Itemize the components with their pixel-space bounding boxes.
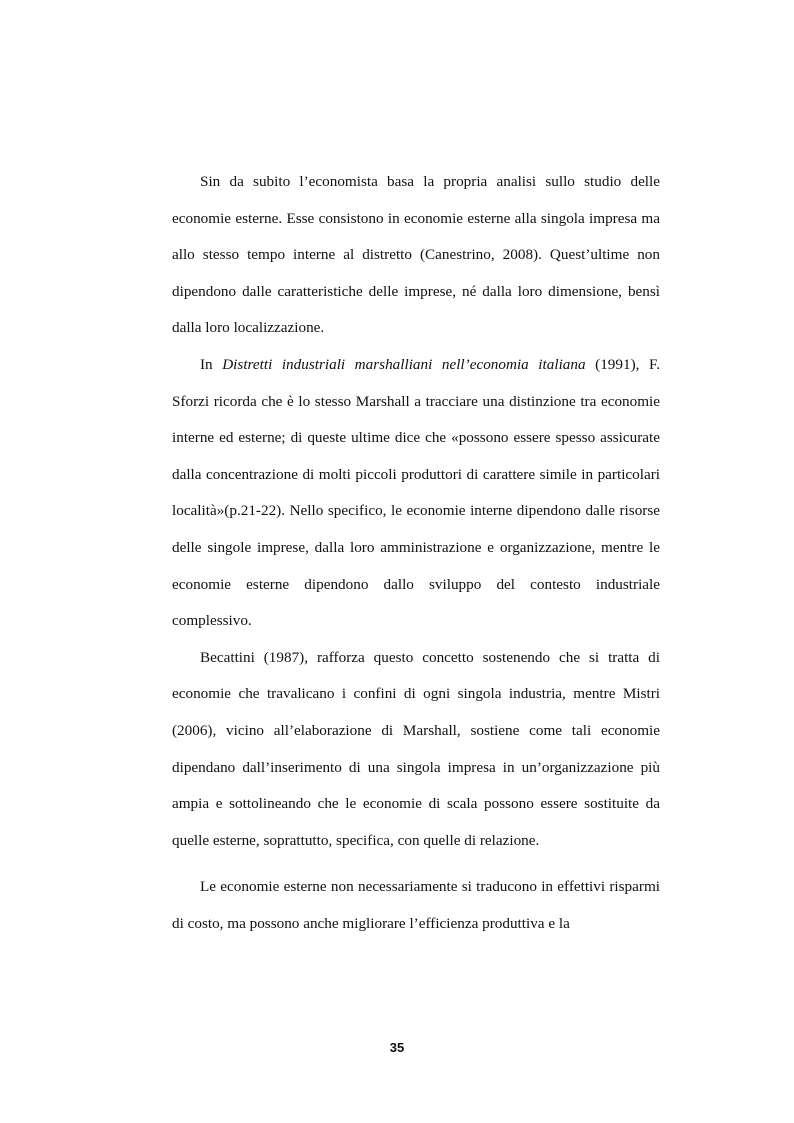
paragraph-sforzi-body: (1991), F. Sforzi ricorda che è lo stesso Marshall a tracciare una distinzione tra economie interne ed esterne; di queste ultime dice che «possono essere spesso assicurate dalla concentrazione di molti piccoli produttori di carattere simile in particolari località»(p.21-22). Nello specifico, le economie interne dipendono dalle risorse delle singole imprese, dalla loro amministrazione e organizzazione, mentre le economie esterne dipendono dallo sviluppo del contesto industriale complessivo. <box>172 355 661 630</box>
paragraph-risparmi: Le economie esterne non necessariamente si traducono in effettivi risparmi di costo, ma possono anche migliorare l’efficienza produttiva e la <box>172 878 660 932</box>
paragraph-economie-esterne: Sin da subito l’economista basa la propria analisi sullo studio delle economie esterne. Esse consistono in economie esterne alla singola impresa ma allo stesso tempo interne al distretto (Canestrino, 2008). Quest’ultime non dipendono dalle caratteristiche delle imprese, né dalla loro dimensione, bensì dalla loro localizzazione. <box>172 173 660 337</box>
page-number: 35 <box>389 1040 405 1055</box>
document-body <box>172 164 660 942</box>
paragraph-sforzi <box>172 347 660 640</box>
paragraph-sforzi-intro: In <box>200 355 223 373</box>
book-title: Distretti industriali marshalliani nell’economia italiana <box>222 355 586 373</box>
paragraph-becattini: Becattini (1987), rafforza questo concetto sostenendo che si tratta di economie che travalicano i confini di ogni singola industria, mentre Mistri (2006), vicino all’elaborazione di Marshall, sostiene come tali economie dipendano dall’inserimento di una singola impresa in un’organizzazione più ampia e sottolineando che le economie di scala possono essere sostituite da quelle esterne, soprattutto, specifica, con quelle di relazione. <box>172 648 660 849</box>
